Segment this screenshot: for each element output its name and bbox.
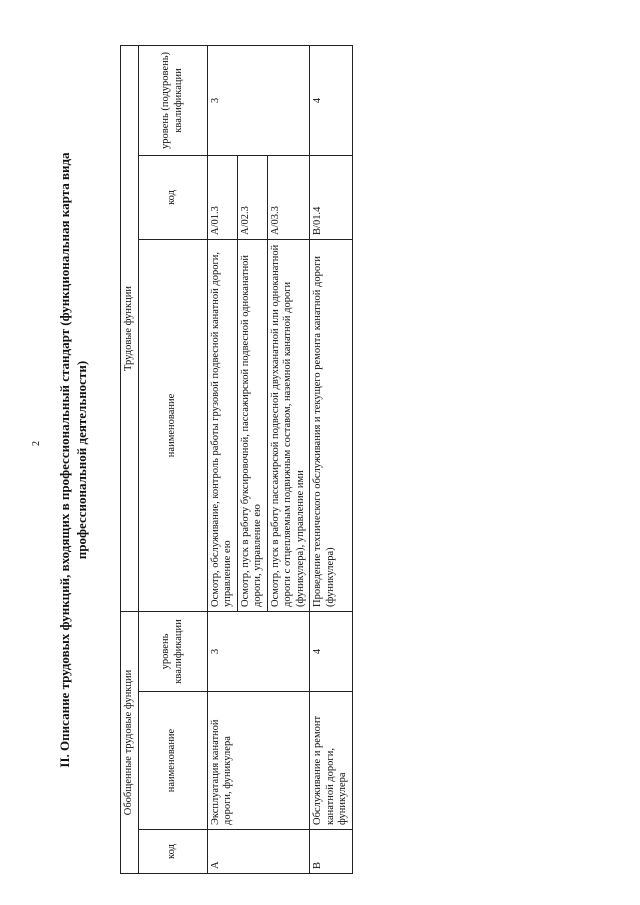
row-a-f2-name: Осмотр, пуск в работу буксировочной, пассажирской подвесной одноканатной дороги, управление ею xyxy=(237,239,267,611)
header-row-columns xyxy=(138,45,207,873)
section-title xyxy=(56,40,90,880)
header-level: уровень квалификации xyxy=(138,611,207,691)
row-a-code: A xyxy=(207,830,310,874)
row-b-name: Обслуживание и ремонт канатной дороги, фуникулера xyxy=(310,692,353,830)
section-title-line2: профессиональной деятельности) xyxy=(74,360,89,560)
table-row xyxy=(310,45,353,873)
table-row xyxy=(207,45,237,873)
row-b-level: 4 xyxy=(310,611,353,691)
row-a-f1-code: A/01.3 xyxy=(207,155,237,239)
header-function-name: наименование xyxy=(138,239,207,611)
header-row-groups xyxy=(121,45,139,873)
row-a-level: 3 xyxy=(207,611,310,691)
header-generalized: Обобщенные трудовые функции xyxy=(121,611,139,873)
row-b-f1-code: B/01.4 xyxy=(310,155,353,239)
row-b-code: B xyxy=(310,830,353,874)
header-function-code: код xyxy=(138,155,207,239)
functional-map-table xyxy=(120,45,353,874)
header-functions: Трудовые функции xyxy=(121,45,139,611)
row-a-f3-code: A/03.3 xyxy=(267,155,310,239)
row-a-f3-name: Осмотр, пуск в работу пассажирской подвесной двухканатной или одноканатной дороги с отцепляемым подвижным составом, наземной канатной дороги (фуникулера), управление ими xyxy=(267,239,310,611)
header-code: код xyxy=(138,830,207,874)
row-b-f1-name: Проведение технического обслуживания и текущего ремонта канатной дороги (фуникулера) xyxy=(310,239,353,611)
row-a-name: Эксплуатация канатной дороги, фуникулера xyxy=(207,692,310,830)
row-a-f2-code: A/02.3 xyxy=(237,155,267,239)
header-function-level: уровень (подуровень) квалификации xyxy=(138,45,207,155)
row-a-f-level: 3 xyxy=(207,45,310,155)
section-title-line1: II. Описание трудовых функций, входящих в профессиональный стандарт (функциональная карта вида xyxy=(57,152,72,768)
page-number: 2 xyxy=(31,441,42,446)
rotated-page xyxy=(0,40,620,880)
row-b-f1-level: 4 xyxy=(310,45,353,155)
header-name: наименование xyxy=(138,692,207,830)
row-a-f1-name: Осмотр, обслуживание, контроль работы грузовой подвесной канатной дороги, управление ею xyxy=(207,239,237,611)
